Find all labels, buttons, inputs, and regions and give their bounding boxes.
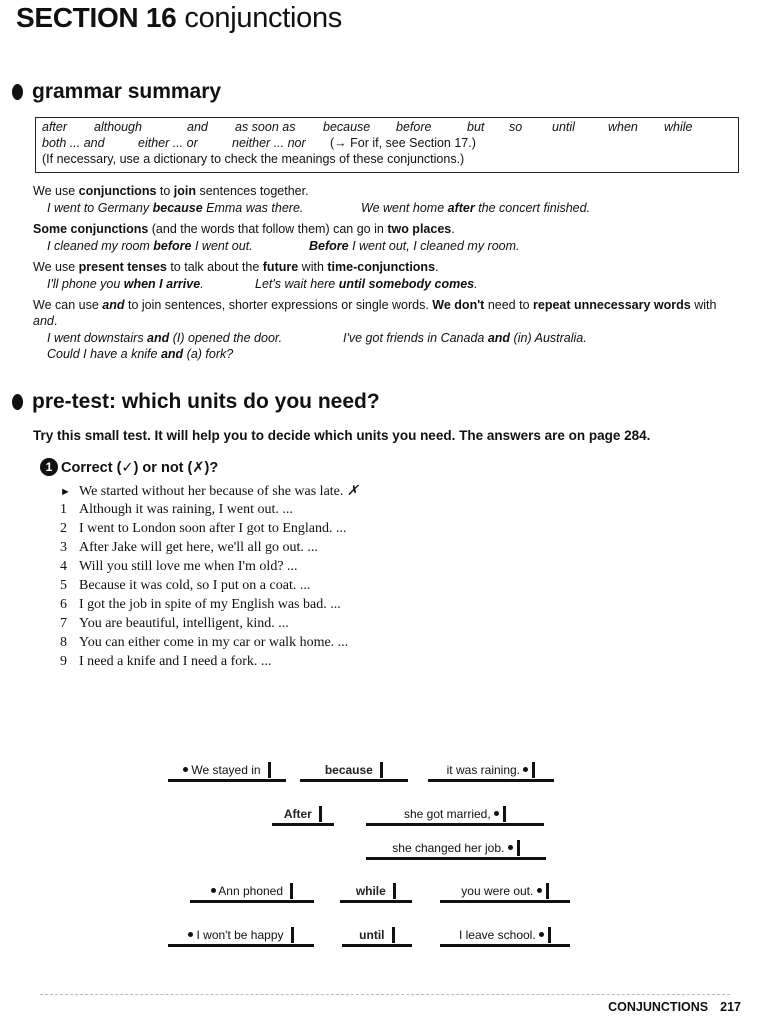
rule-1-examples: I went to Germany because Emma was there. We went home after the concert finished.	[47, 201, 591, 215]
rule-1: We use conjunctions to join sentences together.	[33, 184, 309, 198]
list-item: 1 Although it was raining, I went out. ...	[60, 502, 293, 517]
sentence-card: while	[340, 881, 412, 903]
sentence-card: she got married,	[366, 804, 544, 826]
page-title	[16, 2, 342, 35]
example-item: ► We started without her because of she was late. ✗	[60, 484, 359, 499]
rule-2-examples: I cleaned my room before I went out. Before I went out, I cleaned my room.	[47, 239, 520, 253]
pretest-heading: pre-test: which units do you need?	[12, 390, 380, 414]
rule-4: We can use and to join sentences, shorter expressions or single words. We don't need to repeat unnecessary words with and.	[33, 298, 717, 328]
footer-label: CONJUNCTIONS	[608, 1000, 709, 1014]
sentence-card: because	[300, 760, 408, 782]
rule-2: Some conjunctions (and the words that follow them) can go in two places.	[33, 222, 455, 236]
example-answer: ✗	[346, 484, 359, 499]
rule-3: We use present tenses to talk about the future with time-conjunctions.	[33, 260, 439, 274]
list-item: 9 I need a knife and I need a fork. ...	[60, 654, 272, 669]
exercise-list	[60, 483, 359, 673]
grammar-summary-heading: grammar summary	[12, 80, 221, 104]
sentence-card: it was raining.	[428, 760, 554, 782]
page-footer	[608, 1000, 741, 1014]
box-line-3: (If necessary, use a dictionary to check the meanings of these conjunctions.)	[42, 152, 465, 166]
rule-4-examples-2: Could I have a knife and (a) fork?	[47, 347, 234, 361]
bullet-icon	[12, 84, 23, 100]
sentence-card: Ann phoned	[190, 881, 314, 903]
task-number-badge: 1	[40, 458, 58, 476]
list-item: 2 I went to London soon after I got to England. ...	[60, 521, 347, 536]
pretest-instruction: Try this small test. It will help you to decide which units you need. The answers are on page 284.	[33, 428, 651, 443]
example-arrow-icon: ►	[60, 486, 71, 498]
rule-3-examples: I'll phone you when I arrive. Let's wait here until somebody comes.	[47, 277, 478, 291]
list-item: 4 Will you still love me when I'm old? ...	[60, 559, 298, 574]
list-item: 7 You are beautiful, intelligent, kind. ...	[60, 616, 289, 631]
sentence-card: until	[342, 925, 412, 947]
box-line-2: both ... and either ... or neither ... nor (→ For if, see Section 17.)	[42, 136, 476, 150]
bullet-icon	[12, 394, 23, 410]
section-label: SECTION 16	[16, 2, 177, 33]
conjunction-list: after although and as soon as because before but so until when while	[42, 120, 693, 134]
list-item: 8 You can either come in my car or walk home. ...	[60, 635, 349, 650]
section-word: conjunctions	[184, 2, 343, 34]
footer-rule	[40, 994, 730, 995]
sentence-card: I leave school.	[440, 925, 570, 947]
list-item: 5 Because it was cold, so I put on a coat. ...	[60, 578, 311, 593]
sentence-card: she changed her job.	[366, 838, 546, 860]
list-item: 3 After Jake will get here, we'll all go out. ...	[60, 540, 318, 555]
sentence-card: I won't be happy	[168, 925, 314, 947]
page-number: 217	[720, 1000, 741, 1014]
task-heading	[40, 458, 218, 476]
rule-4-examples-1: I went downstairs and (I) opened the door. I've got friends in Canada and (in) Australia.	[47, 331, 587, 345]
sentence-card: After	[272, 804, 334, 826]
task-title: Correct (✓) or not (✗)?	[61, 460, 219, 476]
sentence-card: you were out.	[440, 881, 570, 903]
conjunctions-box	[35, 117, 739, 173]
sentence-card: We stayed in	[168, 760, 286, 782]
list-item: 6 I got the job in spite of my English was bad. ...	[60, 597, 341, 612]
